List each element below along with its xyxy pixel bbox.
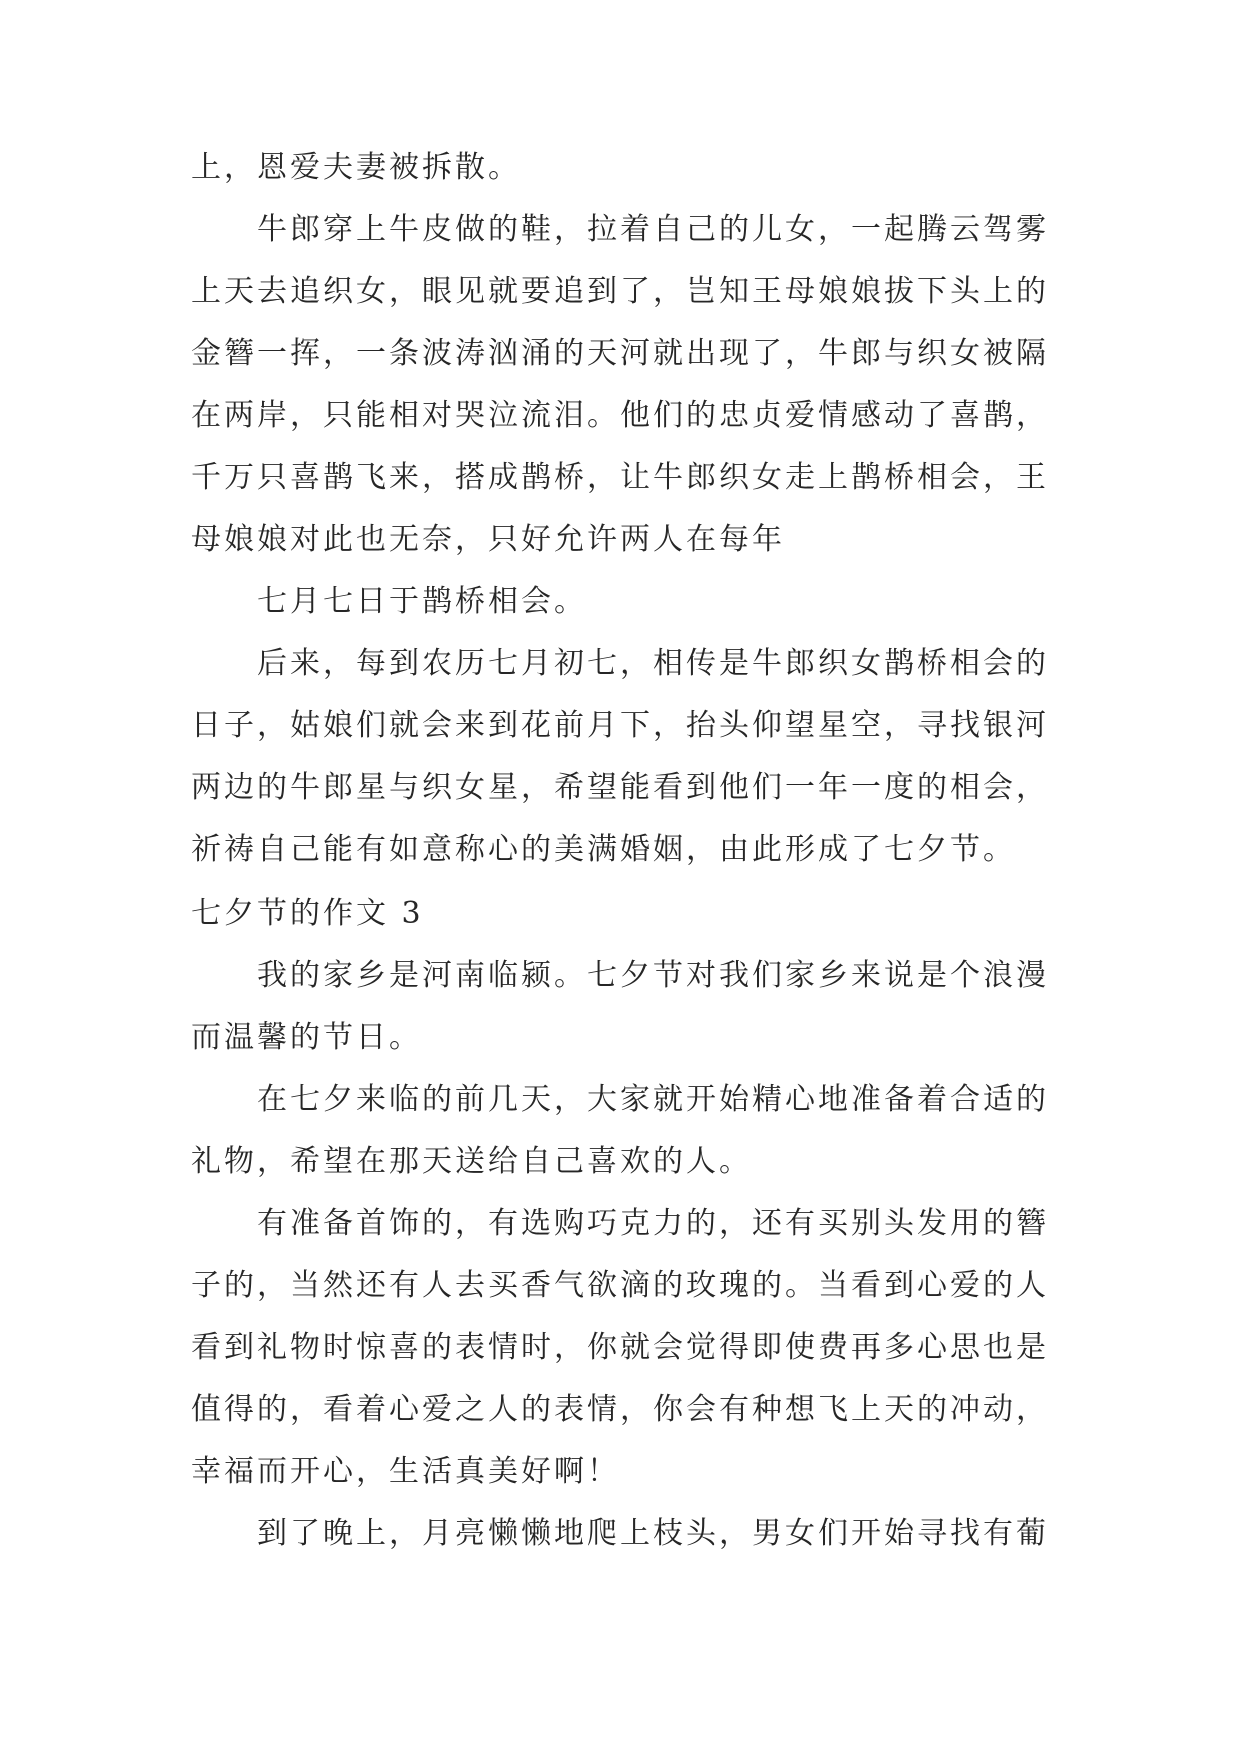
paragraph-hometown: 我的家乡是河南临颍。七夕节对我们家乡来说是个浪漫而温馨的节日。: [191, 958, 1049, 1055]
story-section: [191, 137, 1061, 881]
paragraph-festival-origin: 后来，每到农历七月初七，相传是牛郎织女鹊桥相会的日子，姑娘们就会来到花前月下，抬头仰望星空，寻找银河两边的牛郎星与织女星，希望能看到他们一年一度的相会，祈祷自己能有如意称心的美满婚姻，由此形成了七夕节。: [191, 646, 1049, 867]
paragraph-continuation: 上，恩爱夫妻被拆散。: [191, 150, 521, 185]
paragraph-evening: 到了晚上，月亮懒懒地爬上枝头，男女们开始寻找有葡: [257, 1516, 1049, 1551]
paragraph-magpie-bridge-date: 七月七日于鹊桥相会。: [257, 584, 587, 619]
paragraph-cowherd-chase: 牛郎穿上牛皮做的鞋，拉着自己的儿女，一起腾云驾雾上天去追织女，眼见就要追到了，岂知王母娘娘拔下头上的金簪一挥，一条波涛汹涌的天河就出现了，牛郎与织女被隔在两岸，只能相对哭泣流泪。他们的忠贞爱情感动了喜鹊，千万只喜鹊飞来，搭成鹊桥，让牛郎织女走上鹊桥相会，王母娘娘对此也无奈，只好允许两人在每年: [191, 212, 1049, 557]
essay-section: [191, 883, 1061, 1565]
section-title: 七夕节的作文 3: [191, 896, 424, 931]
paragraph-gift-preparation: 在七夕来临的前几天，大家就开始精心地准备着合适的礼物，希望在那天送给自己喜欢的人。: [191, 1082, 1049, 1179]
paragraph-gift-choices: 有准备首饰的，有选购巧克力的，还有买别头发用的簪子的，当然还有人去买香气欲滴的玫瑰的。当看到心爱的人看到礼物时惊喜的表情时，你就会觉得即使费再多心思也是值得的，看着心爱之人的表情，你会有种想飞上天的冲动，幸福而开心，生活真美好啊！: [191, 1206, 1049, 1489]
